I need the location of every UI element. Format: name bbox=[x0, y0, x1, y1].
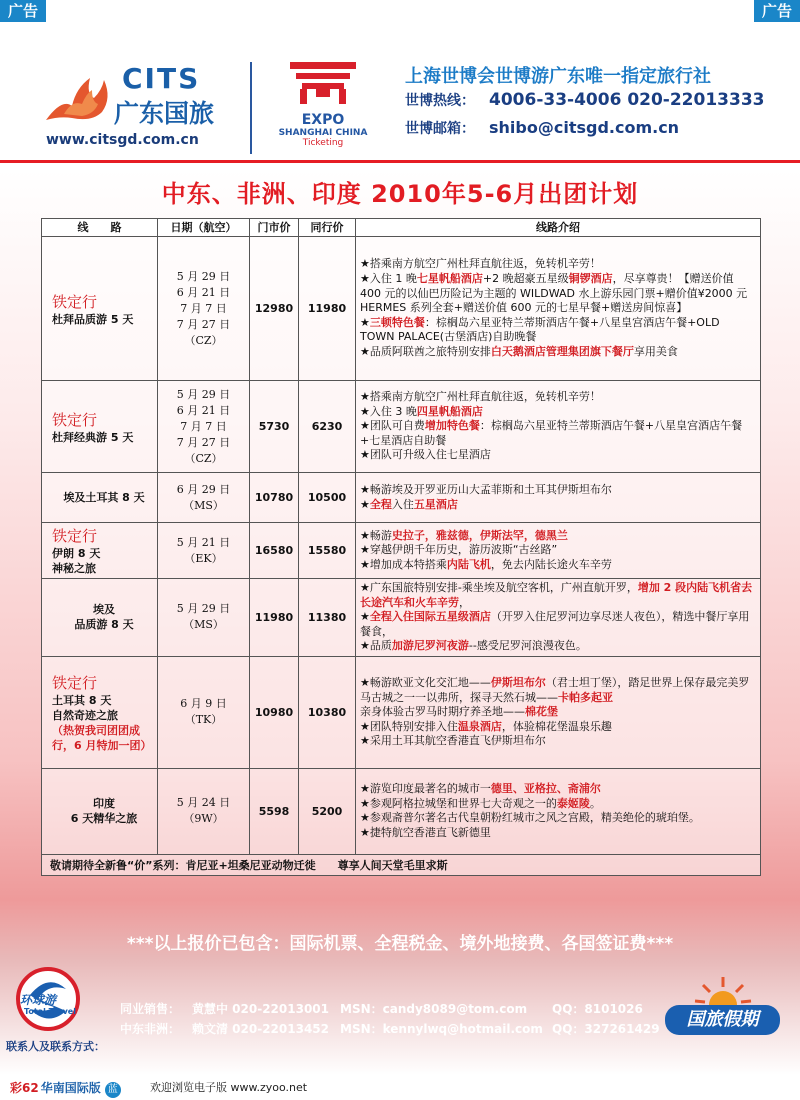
intro-line bbox=[360, 705, 756, 720]
intro-text: ，尽享尊贵！【赠送价值 400 元的以仙巴历险记为主题的 WILDWAD 水上游乐园门票+赠价值¥2000 元 HERMES 系列全套+赠送价值 600 元的七星早餐+赠送房间惊喜】 bbox=[360, 272, 748, 315]
departure-date: 5 月 29 日 bbox=[176, 387, 231, 401]
header bbox=[0, 22, 800, 162]
date-cell bbox=[158, 381, 250, 473]
intro-text: ★畅游 bbox=[360, 528, 392, 542]
intro-line bbox=[360, 797, 756, 812]
table-row bbox=[42, 523, 761, 579]
expo-pavilion-icon bbox=[286, 58, 360, 106]
table-row bbox=[42, 381, 761, 473]
header-peer-price: 同行价 bbox=[299, 219, 356, 237]
intro-line bbox=[360, 316, 756, 345]
header-date: 日期（航空） bbox=[158, 219, 250, 237]
peer-price: 6230 bbox=[299, 381, 356, 473]
intro-text: （开罗入住尼罗河边享尽迷人夜色），精选中餐厅享用餐食， bbox=[360, 610, 750, 638]
intro-text: （君士坦丁堡），踏足世界上保存最完美罗马古城之一一以弗所，探寻天然石城—— bbox=[360, 675, 750, 704]
page-footer bbox=[0, 1075, 800, 1100]
departure-date: 6 月 21 日 bbox=[176, 285, 231, 299]
door-price: 5730 bbox=[250, 381, 299, 473]
table-footnote: 敬请期待全新鲁“价”系列：肯尼亚+坦桑尼亚动物迁徙 尊享人间天堂毛里求斯 bbox=[42, 854, 761, 875]
route-intro-cell bbox=[356, 579, 761, 657]
peer-price: 10380 bbox=[299, 656, 356, 768]
route-name: 土耳其 8 天 bbox=[52, 693, 112, 707]
footer-edition: 华南国际版 bbox=[40, 1081, 101, 1095]
gulv-holiday-text: 国旅假期 bbox=[665, 1005, 780, 1035]
intro-line bbox=[360, 720, 756, 735]
route-subtitle: 品质游 8 天 bbox=[74, 618, 134, 632]
route-cell bbox=[42, 656, 158, 768]
intro-line bbox=[360, 448, 756, 463]
intro-line bbox=[360, 676, 756, 705]
departure-date: 7 月 27 日 bbox=[176, 317, 231, 331]
peer-price: 5200 bbox=[299, 768, 356, 854]
intro-line bbox=[360, 558, 756, 573]
guaranteed-tag: 铁定行 bbox=[52, 673, 98, 692]
intro-line bbox=[360, 734, 756, 749]
departure-date: 6 月 29 日 bbox=[176, 482, 231, 496]
gulv-holiday-logo bbox=[665, 975, 780, 1045]
intro-line bbox=[360, 581, 756, 610]
contact-row-1 bbox=[120, 1000, 643, 1017]
route-intro-cell bbox=[356, 237, 761, 381]
intro-text: ★采用土耳其航空香港直飞伊斯坦布尔 bbox=[360, 734, 546, 748]
departure-date: 6 月 21 日 bbox=[176, 403, 231, 417]
door-price: 16580 bbox=[250, 523, 299, 579]
intro-text: ★ bbox=[360, 315, 370, 329]
highlight-text: 棉花堡 bbox=[525, 705, 558, 719]
date-cell bbox=[158, 768, 250, 854]
intro-text: ★团队特别安排入住 bbox=[360, 719, 458, 733]
page-title: 中东、非洲、印度 2010年5-6月出团计划 bbox=[161, 180, 639, 208]
contact-qq[interactable]: QQ：327261429 bbox=[552, 1022, 660, 1036]
contact-person[interactable]: 赖文清 020-22013452 bbox=[192, 1022, 330, 1036]
highlight-text: 伊斯坦布尔 bbox=[490, 675, 546, 689]
intro-line bbox=[360, 483, 756, 498]
ad-label-right: 广告 bbox=[754, 0, 800, 22]
door-price: 10780 bbox=[250, 473, 299, 523]
intro-text: ★捷特航空香港直飞新德里 bbox=[360, 826, 491, 840]
table-row bbox=[42, 579, 761, 657]
route-intro-cell bbox=[356, 768, 761, 854]
intro-text: ★参观斋普尔著名古代皇朝粉红城市之风之宫殿，精美绝伦的琥珀堡。 bbox=[360, 811, 700, 825]
route-name: 埃及 bbox=[93, 603, 115, 617]
date-cell bbox=[158, 523, 250, 579]
contact-label: 中东非洲： bbox=[120, 1022, 181, 1036]
route-name: 伊朗 8 天 bbox=[52, 547, 101, 560]
contact-person[interactable]: 黄慧中 020-22013001 bbox=[192, 1002, 330, 1016]
door-price: 10980 bbox=[250, 656, 299, 768]
route-name: 杜拜经典游 5 天 bbox=[52, 430, 134, 444]
intro-line bbox=[360, 782, 756, 797]
sun-icon bbox=[693, 975, 753, 1009]
header-door-price: 门市价 bbox=[250, 219, 299, 237]
intro-text: ★入住 3 晚 bbox=[360, 404, 417, 418]
departure-date: （MS） bbox=[183, 618, 224, 632]
intro-text: ★团队可自费 bbox=[360, 419, 425, 433]
cits-wordmark: CITS bbox=[122, 62, 201, 95]
intro-line bbox=[360, 543, 756, 558]
intro-text: ，免去内陆长途火车辛劳 bbox=[490, 557, 612, 571]
route-subtitle: 自然奇迹之旅 bbox=[52, 708, 118, 722]
peer-price: 15580 bbox=[299, 523, 356, 579]
route-cell bbox=[42, 523, 158, 579]
route-intro-cell bbox=[356, 473, 761, 523]
route-intro-cell bbox=[356, 381, 761, 473]
intro-text: ：棕榈岛六星亚特兰蒂斯酒店午餐+八星皇宫酒店午餐+七星酒店自助餐 bbox=[360, 419, 743, 447]
table-row bbox=[42, 473, 761, 523]
intro-line bbox=[360, 610, 756, 639]
intro-text: ★畅游欧亚文化交汇地—— bbox=[360, 675, 491, 689]
intro-text: ★搭乘南方航空广州杜拜直航往返，免转机辛劳！ bbox=[360, 257, 601, 271]
peer-price: 10500 bbox=[299, 473, 356, 523]
expo-ticketing: Ticketing bbox=[302, 138, 344, 148]
departure-date: 7 月 7 日 bbox=[180, 419, 227, 433]
expo-logo bbox=[268, 58, 378, 168]
date-cell bbox=[158, 473, 250, 523]
header-divider bbox=[250, 62, 252, 154]
email-value[interactable]: shibo@citsgd.com.cn bbox=[489, 118, 680, 137]
hotline-value[interactable]: 4006-33-4006 020-22013333 bbox=[489, 90, 765, 110]
route-cell bbox=[42, 381, 158, 473]
intro-text: ：棕榈岛六星亚特兰蒂斯酒店午餐+八星皇宫酒店午餐+OLD TOWN PALACE(古堡酒店)自助晚餐 bbox=[360, 315, 720, 344]
date-cell bbox=[158, 579, 250, 657]
departure-date: （EK） bbox=[184, 551, 223, 565]
intro-text: ★品质阿联酋之旅特别安排 bbox=[360, 344, 491, 358]
door-price: 11980 bbox=[250, 579, 299, 657]
highlight-text: 泰姬陵 bbox=[556, 796, 590, 810]
door-price: 12980 bbox=[250, 237, 299, 381]
intro-line bbox=[360, 390, 756, 405]
table-header-row bbox=[42, 219, 761, 237]
contact-label: 同业销售： bbox=[120, 1002, 181, 1016]
hotline-label: 世博热线： bbox=[405, 93, 475, 109]
guaranteed-tag: 铁定行 bbox=[52, 410, 98, 429]
expo-title: EXPO bbox=[301, 112, 345, 128]
contact-caption: 联系人及联系方式： bbox=[6, 1040, 105, 1053]
guaranteed-tag: 铁定行 bbox=[52, 527, 98, 545]
intro-text: ★团队可升级入住七星酒店 bbox=[360, 448, 491, 462]
route-subtitle: 6 天精华之旅 bbox=[70, 812, 138, 826]
route-name: 印度 bbox=[93, 797, 115, 811]
table-footnote-row bbox=[42, 854, 761, 875]
door-price: 5598 bbox=[250, 768, 299, 854]
departure-date: （CZ） bbox=[184, 451, 223, 465]
guaranteed-tag: 铁定行 bbox=[52, 292, 98, 311]
route-intro-cell bbox=[356, 523, 761, 579]
intro-text: ★穿越伊朗千年历史，游历波斯“古丝路” bbox=[360, 543, 558, 557]
header-route: 线 路 bbox=[42, 219, 158, 237]
intro-line bbox=[360, 272, 756, 316]
intro-text: ★搭乘南方航空广州杜拜直航往返，免转机辛劳！ bbox=[360, 390, 601, 404]
cits-url[interactable]: www.citsgd.com.cn bbox=[46, 132, 199, 148]
intro-line bbox=[360, 639, 756, 654]
highlight-text: 德里、亚格拉、斋浦尔 bbox=[490, 782, 601, 796]
intro-text: 亲身体验古罗马时期疗养圣地—— bbox=[360, 705, 525, 719]
route-cell bbox=[42, 237, 158, 381]
departure-date: 5 月 24 日 bbox=[176, 796, 231, 810]
peer-price: 11380 bbox=[299, 579, 356, 657]
route-cell bbox=[42, 579, 158, 657]
route-name: 杜拜品质游 5 天 bbox=[52, 312, 134, 326]
departure-date: 5 月 21 日 bbox=[176, 535, 231, 549]
ad-label-left: 广告 bbox=[0, 0, 46, 22]
highlight-text: 四星帆船酒店 bbox=[416, 404, 483, 418]
route-cell bbox=[42, 473, 158, 523]
intro-text: --感受尼罗河浪漫夜色。 bbox=[468, 639, 587, 653]
email-label: 世博邮箱： bbox=[405, 121, 475, 137]
highlight-text: 史拉子，雅兹德，伊斯法罕，德黑兰 bbox=[391, 528, 568, 542]
highlight-text: 增加特色餐 bbox=[424, 419, 480, 433]
intro-text: ★品质 bbox=[360, 639, 392, 653]
intro-text: ，体验棉花堡温泉乐趣 bbox=[501, 719, 612, 733]
intro-line bbox=[360, 498, 756, 513]
total-travel-en: Total Travel bbox=[24, 1007, 76, 1016]
cits-cn-name: 广东国旅 bbox=[114, 99, 215, 128]
highlight-text: 加游尼罗河夜游 bbox=[391, 639, 469, 653]
route-note: （热贺我司团团成行，6 月特加一团） bbox=[52, 723, 152, 752]
contact-qq[interactable]: QQ：8101026 bbox=[552, 1002, 643, 1016]
intro-text: +2 晚超豪五星级 bbox=[482, 272, 569, 286]
route-subtitle: 神秘之旅 bbox=[52, 562, 96, 575]
highlight-text: 三顿特色餐 bbox=[369, 315, 425, 329]
date-cell bbox=[158, 237, 250, 381]
highlight-text: 内陆飞机 bbox=[446, 557, 491, 571]
intro-text: ， bbox=[459, 595, 470, 609]
intro-line bbox=[360, 345, 756, 360]
intro-line bbox=[360, 405, 756, 420]
intro-text: ★增加成本特搭乘 bbox=[360, 557, 447, 571]
intro-text: ★ bbox=[360, 610, 370, 624]
intro-line bbox=[360, 826, 756, 841]
departure-date: 5 月 29 日 bbox=[176, 269, 231, 283]
hotline-row bbox=[405, 90, 765, 110]
table-row bbox=[42, 237, 761, 381]
intro-text: ★参观阿格拉城堡和世界七大奇观之一的 bbox=[360, 796, 557, 810]
intro-text: ★入住 1 晚 bbox=[360, 272, 417, 286]
highlight-text: 五星酒店 bbox=[413, 497, 458, 511]
footer-page-number: 彩62 bbox=[10, 1081, 39, 1095]
contact-row-2 bbox=[120, 1020, 660, 1037]
intro-text: 享用美食 bbox=[633, 344, 678, 358]
email-row bbox=[405, 118, 679, 138]
header-rule bbox=[0, 160, 800, 163]
contact-msn[interactable]: MSN：candy8089@tom.com bbox=[340, 1002, 528, 1016]
route-name: 埃及土耳其 8 天 bbox=[63, 491, 145, 504]
contact-msn[interactable]: MSN：kennylwq@hotmail.com bbox=[340, 1022, 543, 1036]
table-row bbox=[42, 768, 761, 854]
cits-logo[interactable] bbox=[40, 62, 240, 157]
highlight-text: 温泉酒店 bbox=[457, 719, 502, 733]
intro-text: ★游览印度最著名的城市一 bbox=[360, 782, 491, 796]
route-cell bbox=[42, 768, 158, 854]
highlight-text: 七星帆船酒店 bbox=[416, 272, 483, 286]
intro-text: 入住 bbox=[391, 497, 414, 511]
intro-line bbox=[360, 257, 756, 272]
departure-date: （9W） bbox=[183, 812, 224, 826]
departure-date: （CZ） bbox=[184, 333, 223, 347]
highlight-text: 全程入住国际五星级酒店 bbox=[369, 610, 491, 624]
departure-date: （TK） bbox=[184, 713, 223, 727]
departure-date: 5 月 29 日 bbox=[176, 602, 231, 616]
intro-line bbox=[360, 529, 756, 544]
departure-date: 6 月 9 日 bbox=[180, 697, 227, 711]
cits-flame-icon bbox=[42, 68, 122, 128]
intro-line bbox=[360, 419, 756, 448]
departure-date: 7 月 7 日 bbox=[180, 301, 227, 315]
highlight-text: 卡帕多起亚 bbox=[558, 690, 613, 704]
header-intro: 线路介绍 bbox=[356, 219, 761, 237]
highlight-text: 增加 2 段内陆飞机省去长途汽车和火车辛劳 bbox=[360, 581, 753, 609]
footer-page-info bbox=[10, 1079, 125, 1098]
departure-date: （MS） bbox=[183, 498, 224, 512]
intro-text: ★ bbox=[360, 497, 370, 511]
included-note: ***以上报价已包含：国际机票、全程税金、境外地接费、各国签证费*** bbox=[126, 934, 674, 954]
intro-line bbox=[360, 811, 756, 826]
blue-badge-icon: 蓝 bbox=[105, 1082, 121, 1098]
peer-price: 11980 bbox=[299, 237, 356, 381]
footer-text[interactable]: 欢迎浏览电子版 www.zyoo.net bbox=[150, 1081, 308, 1094]
intro-text: 。 bbox=[589, 796, 601, 810]
highlight-text: 白天鹅酒店管理集团旗下餐厅 bbox=[490, 344, 634, 358]
agency-name: 上海世博会世博游广东唯一指定旅行社 bbox=[405, 66, 711, 87]
intro-text: ★畅游埃及开罗亚历山大孟菲斯和土耳其伊斯坦布尔 bbox=[360, 482, 612, 496]
date-cell bbox=[158, 656, 250, 768]
highlight-text: 全程 bbox=[369, 497, 392, 511]
departure-date: 7 月 27 日 bbox=[176, 435, 231, 449]
tour-plan-table bbox=[41, 218, 761, 876]
intro-text: ★广东国旅特别安排-乘坐埃及航空客机，广州直航开罗， bbox=[360, 581, 638, 594]
expo-subtitle: SHANGHAI CHINA bbox=[278, 128, 368, 138]
total-travel-name: 环球游 bbox=[20, 993, 57, 1007]
table-row bbox=[42, 656, 761, 768]
highlight-text: 铜锣酒店 bbox=[568, 272, 613, 286]
route-intro-cell bbox=[356, 656, 761, 768]
